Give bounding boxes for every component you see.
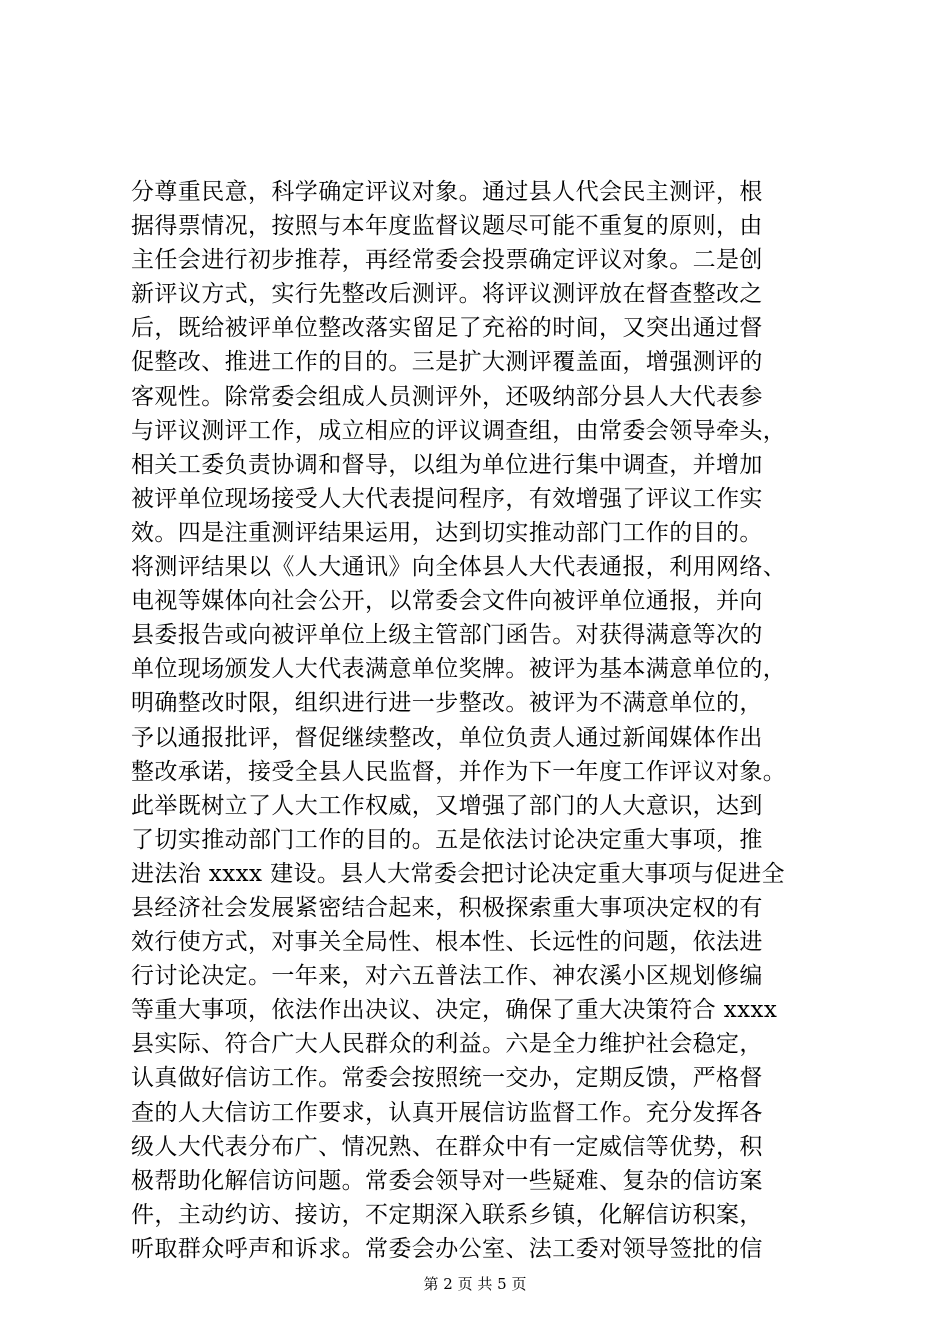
text-line: 被评单位现场接受人大代表提问程序，有效增强了评议工作实 (131, 485, 763, 512)
text-line: 等重大事项，依法作出决议、决定，确保了重大决策符合 xxxx (131, 997, 778, 1024)
text-line: 效。四是注重测评结果运用，达到切实推动部门工作的目的。 (131, 519, 763, 546)
text-line: 认真做好信访工作。常委会按照统一交办，定期反馈，严格督 (131, 1065, 763, 1092)
text-line: 电视等媒体向社会公开，以常委会文件向被评单位通报，并向 (131, 588, 763, 615)
text-line: 明确整改时限，组织进行进一步整改。被评为不满意单位的， (131, 690, 763, 717)
text-line: 相关工委负责协调和督导，以组为单位进行集中调查，并增加 (131, 451, 763, 478)
text-line: 了切实推动部门工作的目的。五是依法讨论决定重大事项，推 (131, 826, 763, 853)
text-line: 将测评结果以《人大通讯》向全体县人大代表通报，利用网络、 (131, 554, 787, 581)
text-line: 单位现场颁发人大代表满意单位奖牌。被评为基本满意单位的， (131, 656, 787, 683)
text-line: 分尊重民意，科学确定评议对象。通过县人代会民主测评，根 (131, 179, 763, 205)
text-line: 客观性。除常委会组成人员测评外，还吸纳部分县人大代表参 (131, 383, 763, 410)
text-line: 与评议测评工作，成立相应的评议调查组，由常委会领导牵头， (131, 417, 787, 444)
text-line: 进法治 xxxx 建设。县人大常委会把讨论决定重大事项与促进全 (131, 860, 785, 887)
text-line: 县经济社会发展紧密结合起来，积极探索重大事项决定权的有 (131, 894, 763, 921)
body-paragraph (131, 175, 851, 1266)
text-line: 据得票情况，按照与本年度监督议题尽可能不重复的原则，由 (131, 213, 763, 240)
text-line: 县委报告或向被评单位上级主管部门函告。对获得满意等次的 (131, 622, 763, 649)
text-line: 予以通报批评，督促继续整改，单位负责人通过新闻媒体作出 (131, 724, 763, 751)
text-line: 极帮助化解信访问题。常委会领导对一些疑难、复杂的信访案 (131, 1167, 763, 1194)
text-line: 件，主动约访、接访，不定期深入联系乡镇，化解信访积案， (131, 1201, 763, 1228)
text-line: 此举既树立了人大工作权威，又增强了部门的人大意识，达到 (131, 792, 763, 819)
text-line: 整改承诺，接受全县人民监督，并作为下一年度工作评议对象。 (131, 758, 787, 785)
text-line: 效行使方式，对事关全局性、根本性、长远性的问题，依法进 (131, 929, 763, 956)
text-line: 听取群众呼声和诉求。常委会办公室、法工委对领导签批的信 (131, 1235, 763, 1262)
text-line: 后，既给被评单位整改落实留足了充裕的时间，又突出通过督 (131, 315, 763, 342)
text-line: 促整改、推进工作的目的。三是扩大测评覆盖面，增强测评的 (131, 349, 763, 376)
text-line: 行讨论决定。一年来，对六五普法工作、神农溪小区规划修编 (131, 963, 763, 990)
text-line: 主任会进行初步推荐，再经常委会投票确定评议对象。二是创 (131, 247, 763, 274)
page-number-footer: 第 2 页 共 5 页 (423, 1275, 527, 1293)
text-line: 查的人大信访工作要求，认真开展信访监督工作。充分发挥各 (131, 1099, 763, 1126)
text-line: 级人大代表分布广、情况熟、在群众中有一定威信等优势，积 (131, 1133, 763, 1160)
text-line: 县实际、符合广大人民群众的利益。六是全力维护社会稳定， (131, 1031, 763, 1058)
text-line: 新评议方式，实行先整改后测评。将评议测评放在督查整改之 (131, 281, 763, 308)
